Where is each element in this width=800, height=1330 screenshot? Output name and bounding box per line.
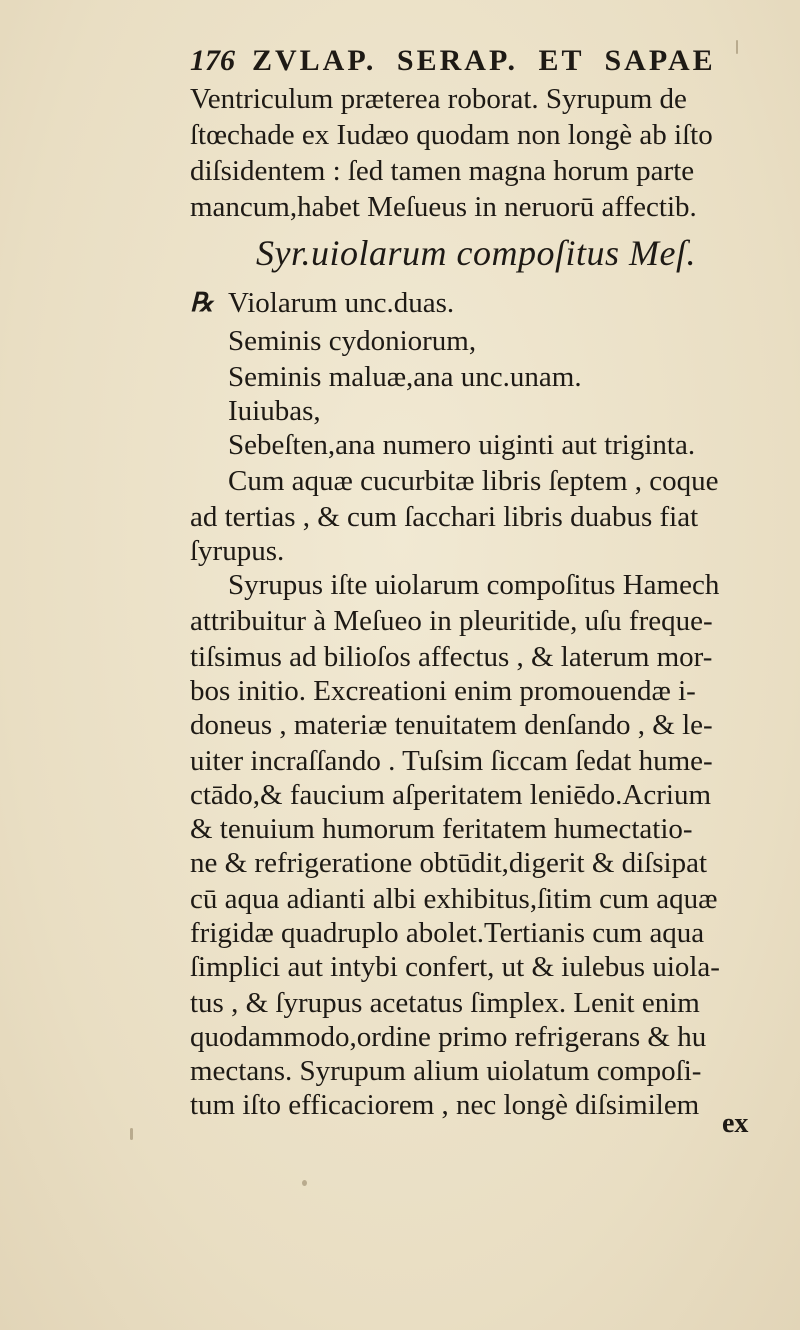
recipe-line: Seminis cydoniorum, [228, 325, 477, 357]
body-line: Cum aquæ cucurbitæ libris ſeptem , coque [228, 465, 719, 497]
intro-line: mancum,habet Meſueus in neruorū affectib. [190, 191, 697, 223]
body-line: quodammodo,ordine primo refrigerans & hu [190, 1021, 707, 1053]
page-number: 176 [190, 44, 235, 77]
body-line: frigidæ quadruplo abolet.Tertianis cum aqua [190, 917, 705, 949]
body-line: uiter incraſſando . Tuſsim ſiccam ſedat hume- [190, 745, 713, 777]
running-head: ZVLAP. SERAP. ET SAPAE [252, 44, 716, 77]
paper-speck [302, 1180, 307, 1186]
body-line: ad tertias , & cum ſacchari libris duabus fiat [190, 501, 699, 533]
body-line: cū aqua adianti albi exhibitus,ſitim cum aquæ [190, 883, 718, 915]
paper-speck [130, 1128, 133, 1140]
body-line: attribuitur à Meſueo in pleuritide, uſu freque- [190, 605, 713, 637]
body-line: ne & refrigeratione obtūdit,digerit & diſsipat [190, 847, 708, 879]
catchword: ex [722, 1108, 749, 1139]
section-title: Syr.uiolarum compoſitus Meſ. [256, 233, 696, 273]
body-line: mectans. Syrupum alium uiolatum compoſi- [190, 1055, 702, 1087]
recipe-line: Sebeſten,ana numero uiginti aut triginta. [228, 429, 696, 461]
body-line: ctādo,& faucium aſperitatem leniēdo.Acrium [190, 779, 711, 811]
paper-speck [736, 40, 738, 54]
body-line: tus , & ſyrupus acetatus ſimplex. Lenit enim [190, 987, 700, 1019]
intro-line: diſsidentem : ſed tamen magna horum parte [190, 155, 695, 187]
page-header [190, 44, 750, 86]
body-line: doneus , materiæ tenuitatem denſando , & le- [190, 709, 713, 741]
recipe-line: Seminis maluæ,ana unc.unam. [228, 361, 582, 393]
body-line: Syrupus iſte uiolarum compoſitus Hamech [228, 569, 720, 601]
body-line: tiſsimus ad bilioſos affectus , & laterum mor- [190, 641, 713, 673]
body-line: & tenuium humorum feritatem humectatio- [190, 813, 693, 845]
recipe-sign: ℞ [190, 288, 214, 317]
recipe-line: Iuiubas, [228, 395, 321, 427]
body-line: ſimplici aut intybi confert, ut & iulebus uiola- [190, 951, 720, 983]
body-line: ſyrupus. [190, 535, 285, 567]
body-line: tum iſto efficaciorem , nec longè diſsimilem [190, 1089, 700, 1121]
body-line: bos initio. Excreationi enim promouendæ i- [190, 675, 696, 707]
intro-line: ſtœchade ex Iudæo quodam non longè ab iſto [190, 119, 713, 151]
intro-line: Ventriculum præterea roborat. Syrupum de [190, 83, 687, 115]
recipe-line: Violarum unc.duas. [228, 287, 455, 319]
